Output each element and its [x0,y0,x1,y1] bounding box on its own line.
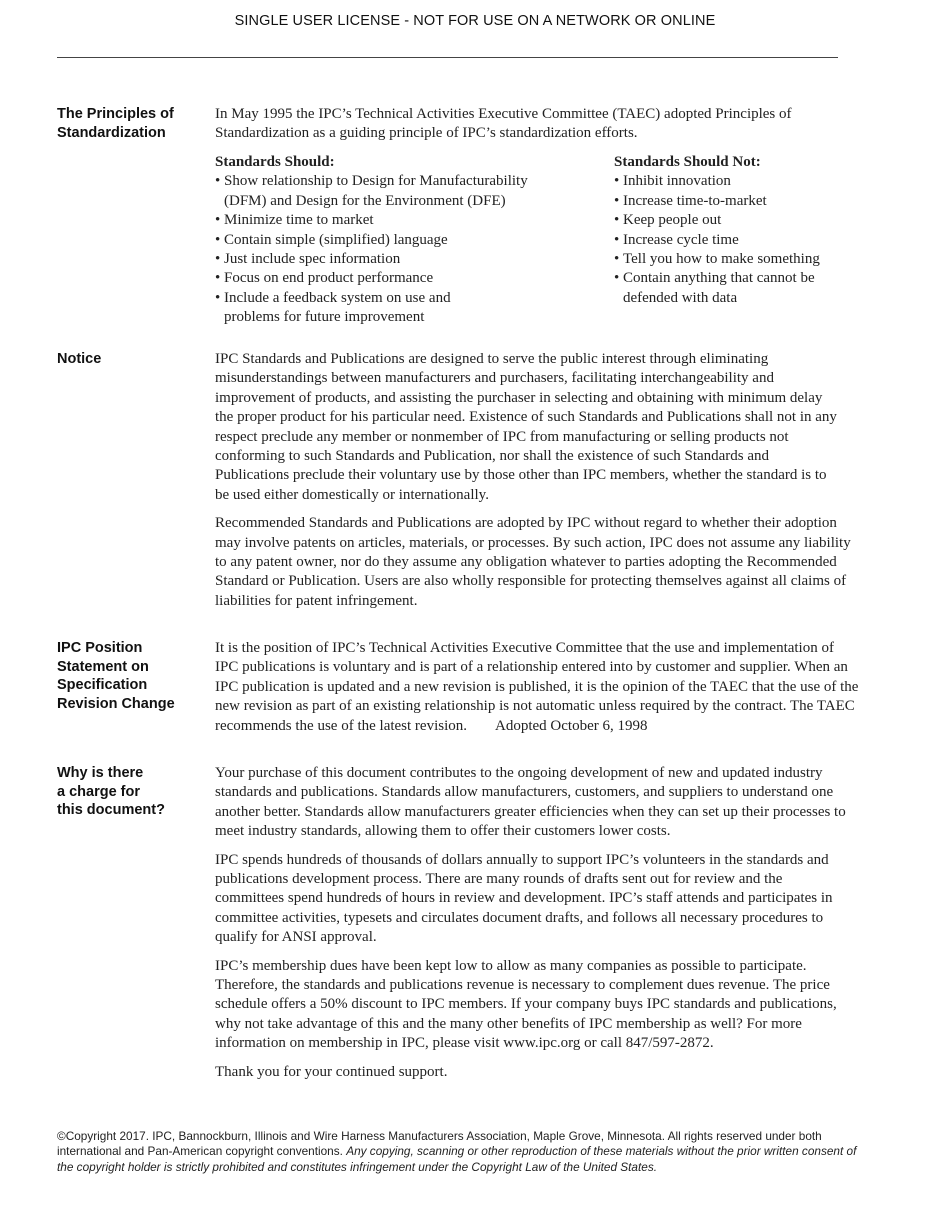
notice-heading: Notice [57,351,102,367]
standards-should-heading: Standards Should: [215,154,335,170]
charge-body [215,764,855,1091]
charge-paragraph: IPC’s membership dues have been kept low to allow as many companies as possible to participate. Therefore, the standards and publications revenue is necessary to complement dues revenue. The price schedule offers a 50% discount to IPC members. If your company buys IPC standards and publications, why not take advantage of this and the many other benefits of IPC membership as well? For more information on membership in IPC, please visit www.ipc.org or call 847/597-2872. [215,957,837,1052]
notice-paragraph: IPC Standards and Publications are designed to serve the public interest through eliminating misunderstandings between manufacturers and purchasers, facilitating interchangeability and improvement of products, and assisting the purchaser in selecting and obtaining with minimum delay the proper product for his particular need. Existence of such Standards and Publications shall not in any respect preclude any member or nonmember of IPC from manufacturing or selling products not conforming to such Standards and Publication, nor shall the existence of such Standards and Publications preclude their voluntary use by those other than IPC members, whether the standard is to be used either domestically or internationally. [215,351,837,503]
standards-should-not-list [614,172,854,308]
position-heading: IPC Position Statement on Specification Revision Change [57,640,175,712]
position-body [215,639,860,736]
charge-heading: Why is there a charge for this document? [57,765,165,819]
license-header: SINGLE USER LICENSE - NOT FOR USE ON A NETWORK OR ONLINE [234,13,716,29]
position-text: It is the position of IPC’s Technical Activities Executive Committee that the use and implementation of IPC publications is voluntary and is part of a relationship entered into by customer and supplier. When an IPC publication is updated and a new revision is published, it is the opinion of the TAEC that the use of the new revision as part of an existing relationship is not automatic unless required by the contract. The TAEC recommends the use of the latest revision. [215,640,859,734]
copyright-warning: Any copying, scanning or other reproduction of these materials without the prior written consent of the copyright holder is strictly prohibited and constitutes infringement under the Copyright Law of the United States. [57,1144,857,1174]
list-item: • Focus on end product performance [215,269,575,288]
list-item: • Minimize time to market [215,211,575,230]
header-divider [57,57,838,58]
list-item: • Tell you how to make something [614,250,854,269]
copyright-text: ©Copyright 2017. IPC, Bannockburn, Illinois and Wire Harness Manufacturers Association, Maple Grove, Minnesota. All rights reserved under both international and Pan-American copyright conventions. [57,1129,822,1159]
list-item: • Contain anything that cannot be defended with data [614,269,823,308]
notice-paragraph: Recommended Standards and Publications are adopted by IPC without regard to whether their adoption may involve patents on articles, materials, or processes. By such action, IPC does not assume any liability to any patent owner, nor do they assume any obligation whatever to parties adopting the Recommended Standard or Publication. Users are also wholly responsible for protecting themselves against all claims of liabilities for patent infringement. [215,515,851,609]
standards-should-list [215,172,575,327]
list-item: • Increase cycle time [614,231,854,250]
list-item: • Increase time-to-market [614,192,854,211]
standards-should-not-heading: Standards Should Not: [614,154,761,170]
notice-body [215,350,865,620]
principles-heading: The Principles of Standardization [57,106,174,141]
principles-intro: In May 1995 the IPC’s Technical Activities Executive Committee (TAEC) adopted Principles of Standardization as a guiding principle of IPC’s standardization efforts. [215,106,792,142]
adopted-date: Adopted October 6, 1998 [495,717,648,734]
list-item: • Inhibit innovation [614,172,854,191]
list-item: • Contain simple (simplified) language [215,231,575,250]
list-item: • Include a feedback system on use and problems for future improvement [215,289,484,328]
list-item: • Show relationship to Design for Manufacturability (DFM) and Design for the Environment (DFE) [215,172,544,211]
charge-paragraph: Your purchase of this document contributes to the ongoing development of new and updated industry standards and publications. Standards allow manufacturers, customers, and suppliers to understand one another better. Standards allow manufacturers greater efficiencies when they can set up their processes to meet industry standards, allowing them to offer their customers lower costs. [215,765,846,840]
copyright-footer [57,1129,857,1175]
standards-should-column [215,153,575,328]
charge-paragraph: IPC spends hundreds of thousands of dollars annually to support IPC’s volunteers in the standards and publications development process. There are many rounds of drafts sent out for review and the committees spend hundreds of hours in review and development. IPC’s staff attends and participates in committee activities, typesets and circulates document drafts, and follows all necessary procedures to qualify for ANSI approval. [215,851,833,946]
list-item: • Just include spec information [215,250,575,269]
list-item: • Keep people out [614,211,854,230]
charge-paragraph: Thank you for your continued support. [215,1063,448,1080]
standards-should-not-column [614,153,854,308]
